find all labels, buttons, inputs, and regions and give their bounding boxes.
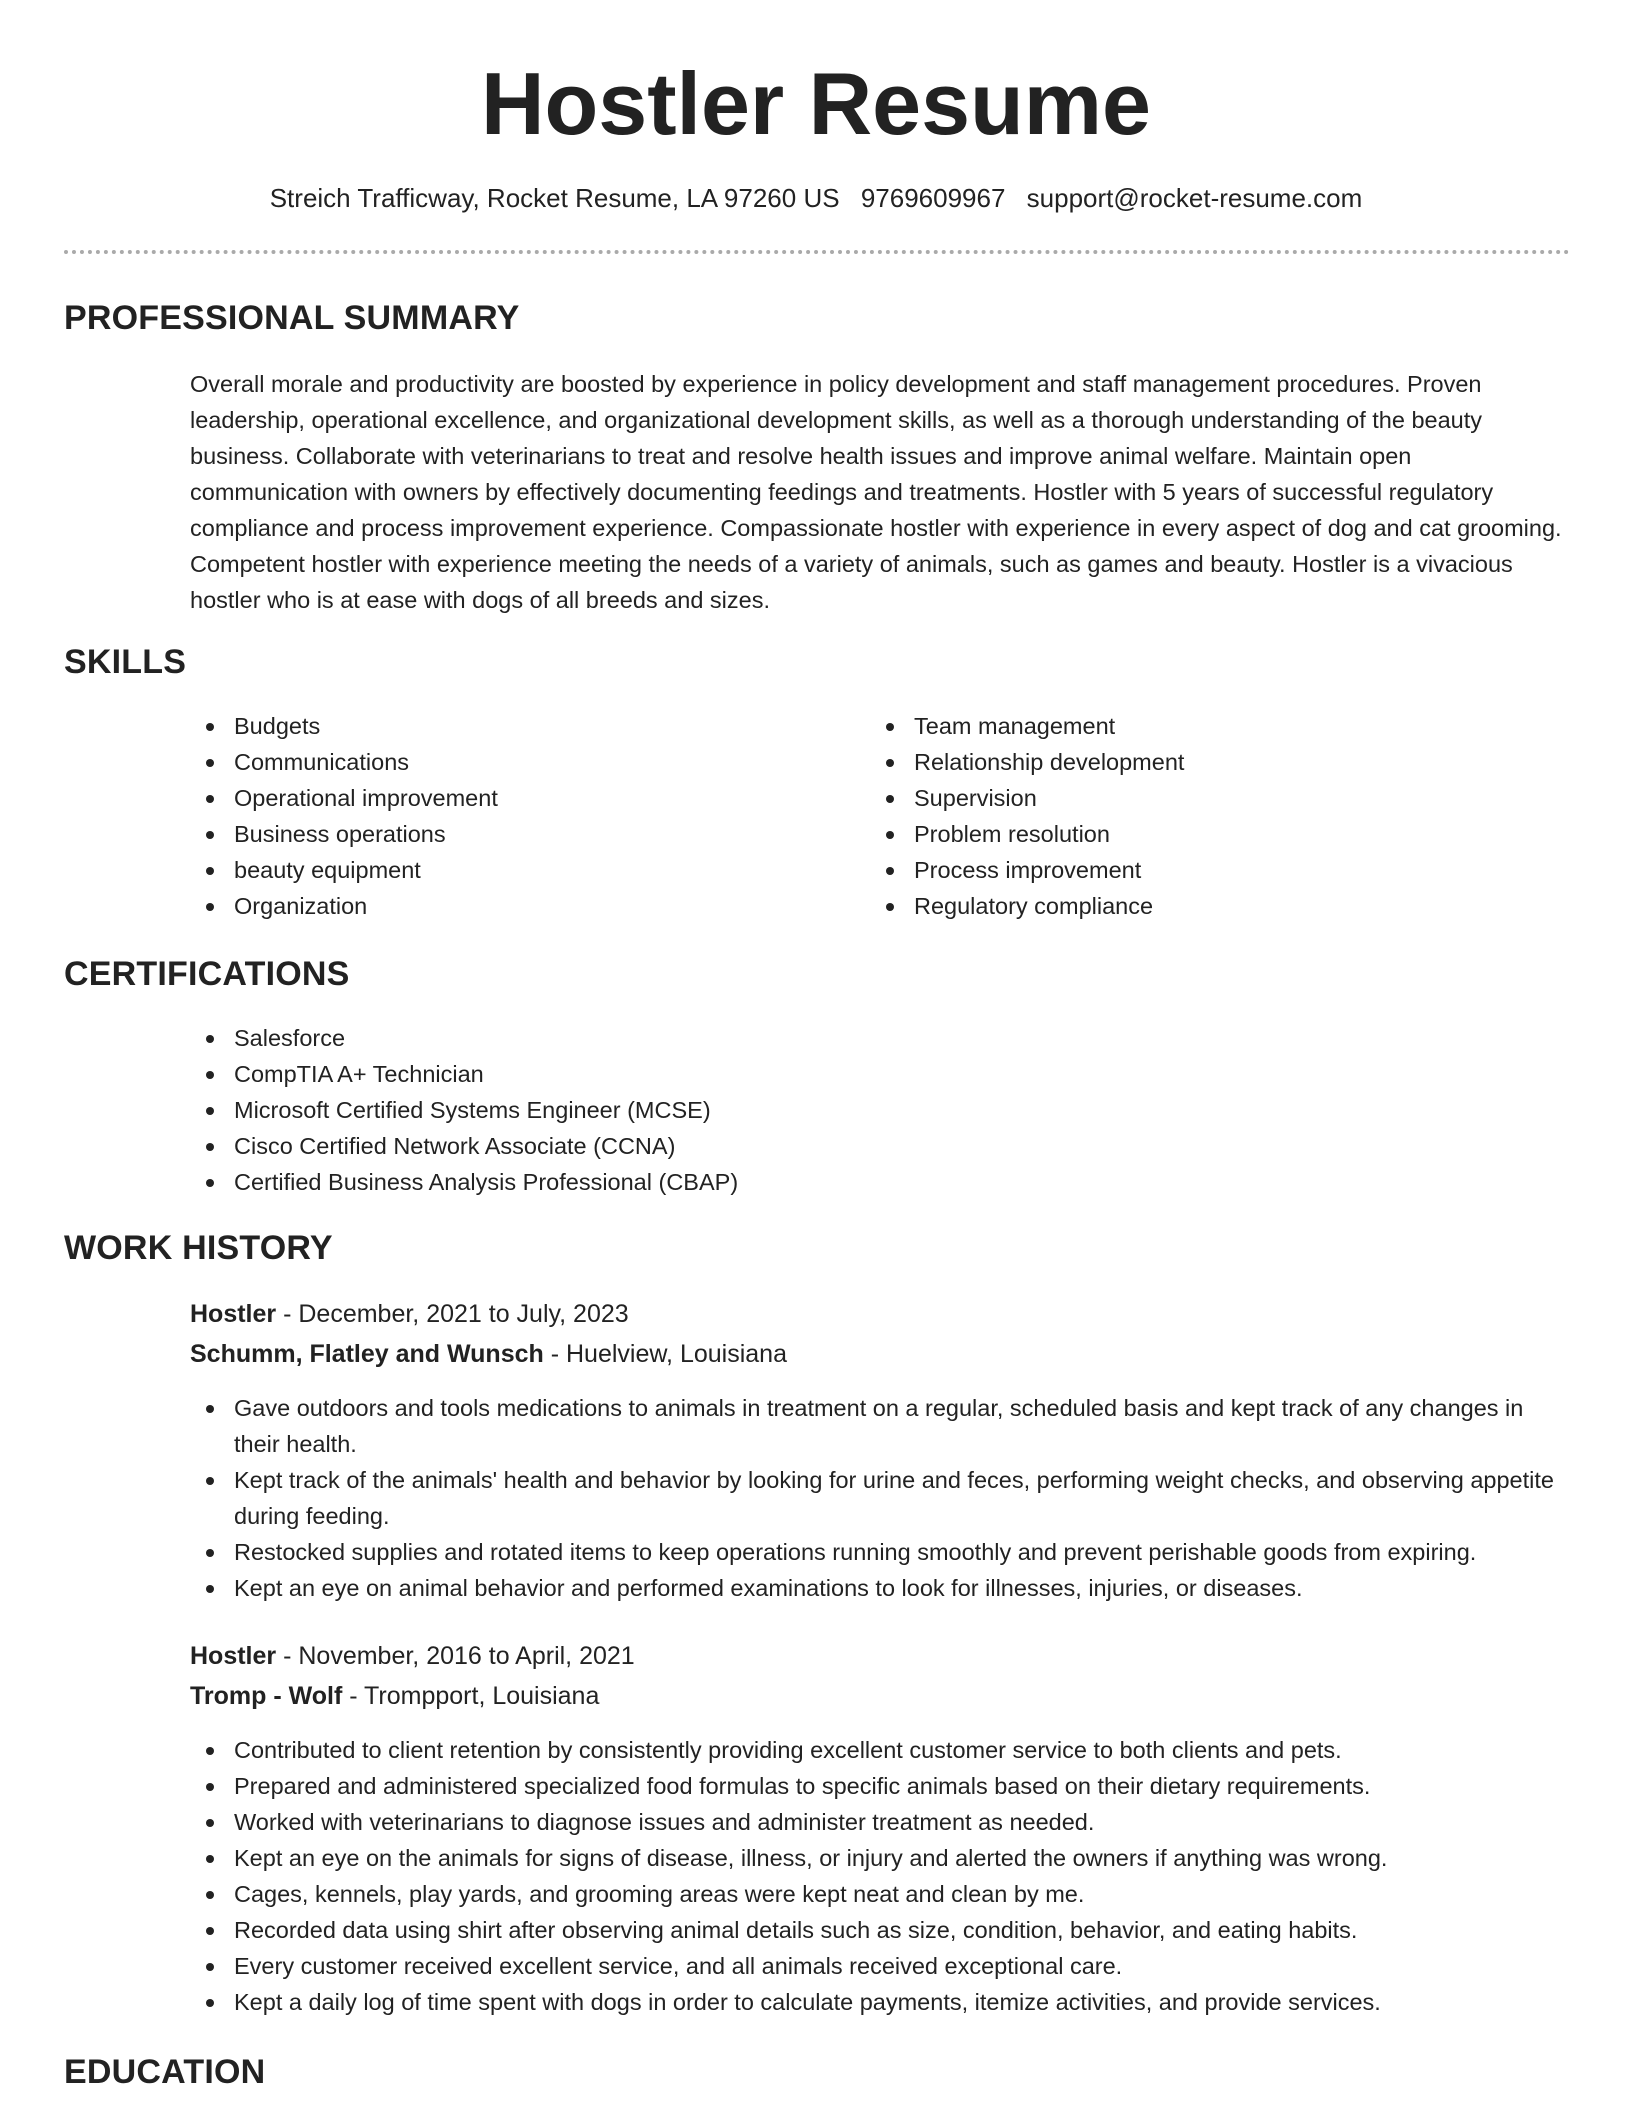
job-bullet: Kept a daily log of time spent with dogs in order to calculate payments, itemize activities, and provide services. <box>190 1984 1575 2020</box>
job-bullet: Worked with veterinarians to diagnose issues and administer treatment as needed. <box>190 1804 1575 1840</box>
job-role: Hostler <box>190 1300 277 1328</box>
section-title-work-history: WORK HISTORY <box>64 1229 333 1267</box>
certification-item: Microsoft Certified Systems Engineer (MCSE) <box>190 1092 738 1128</box>
summary-text: Overall morale and productivity are boosted by experience in policy development and staff management procedures. Proven leadership, operational excellence, and organizational development skills, as well as a thorough understanding of the beauty business. Collaborate with veterinarians to treat and resolve health issues and improve animal welfare. Maintain open communication with owners by effectively documenting feedings and treatments. Hostler with 5 years of successful regulatory compliance and process improvement experience. Compassionate hostler with experience in every aspect of dog and cat grooming. Competent hostler with experience meeting the needs of a variety of animals, such as games and beauty. Hostler is a vivacious hostler who is at ease with dogs of all breeds and sizes. <box>190 371 1562 613</box>
certifications-list <box>190 1020 738 1200</box>
job-bullet: Cages, kennels, play yards, and grooming areas were kept neat and clean by me. <box>190 1876 1575 1912</box>
skill-item: beauty equipment <box>190 852 498 888</box>
skill-item: Budgets <box>190 708 498 744</box>
job-location: - Trompport, Louisiana <box>342 1682 600 1710</box>
resume-name: Hostler Resume <box>480 54 1151 153</box>
contact-address: Streich Trafficway, Rocket Resume, LA 97260 US <box>269 183 840 213</box>
contact-phone: 9769609967 <box>860 183 1006 213</box>
section-title-skills: SKILLS <box>64 643 187 681</box>
contact-line <box>0 180 1632 216</box>
skill-item: Operational improvement <box>190 780 498 816</box>
skill-item: Communications <box>190 744 498 780</box>
section-title-certifications: CERTIFICATIONS <box>64 955 350 993</box>
job-location: - Huelview, Louisiana <box>543 1340 787 1368</box>
job-role: Hostler <box>190 1642 277 1670</box>
certification-item: CompTIA A+ Technician <box>190 1056 738 1092</box>
skill-item: Team management <box>870 708 1184 744</box>
job-bullet: Restocked supplies and rotated items to keep operations running smoothly and prevent perishable goods from expiring. <box>190 1534 1575 1570</box>
contact-email: support@rocket-resume.com <box>1026 183 1363 213</box>
job-company-line <box>190 1678 599 1714</box>
section-title-education: EDUCATION <box>64 2053 266 2091</box>
job-company-line <box>190 1336 787 1372</box>
skill-item: Relationship development <box>870 744 1184 780</box>
job-bullet: Kept an eye on the animals for signs of disease, illness, or injury and alerted the owners if anything was wrong. <box>190 1840 1575 1876</box>
skill-item: Regulatory compliance <box>870 888 1184 924</box>
certification-item: Cisco Certified Network Associate (CCNA) <box>190 1128 738 1164</box>
job-bullet: Kept track of the animals' health and behavior by looking for urine and feces, performing weight checks, and observing appetite during feeding. <box>190 1462 1575 1534</box>
skills-list-right <box>870 708 1184 924</box>
job-dates: - December, 2021 to July, 2023 <box>276 1300 629 1328</box>
certification-item: Salesforce <box>190 1020 738 1056</box>
section-title-summary: PROFESSIONAL SUMMARY <box>64 299 520 337</box>
job-bullet: Gave outdoors and tools medications to animals in treatment on a regular, scheduled basis and kept track of any changes in their health. <box>190 1390 1575 1462</box>
skill-item: Process improvement <box>870 852 1184 888</box>
header-divider <box>64 250 1570 254</box>
job-bullet: Contributed to client retention by consistently providing excellent customer service to both clients and pets. <box>190 1732 1575 1768</box>
job-bullets <box>190 1732 1575 2020</box>
job-company: Tromp - Wolf <box>190 1682 343 1710</box>
skill-item: Problem resolution <box>870 816 1184 852</box>
job-company: Schumm, Flatley and Wunsch <box>190 1340 544 1368</box>
skills-list-left <box>190 708 498 924</box>
job-bullet: Kept an eye on animal behavior and performed examinations to look for illnesses, injuries, or diseases. <box>190 1570 1575 1606</box>
job-dates: - November, 2016 to April, 2021 <box>276 1642 635 1670</box>
job-title-line <box>190 1296 629 1332</box>
skill-item: Organization <box>190 888 498 924</box>
certification-item: Certified Business Analysis Professional (CBAP) <box>190 1164 738 1200</box>
job-bullets <box>190 1390 1575 1606</box>
job-bullet: Every customer received excellent service, and all animals received exceptional care. <box>190 1948 1575 1984</box>
skill-item: Supervision <box>870 780 1184 816</box>
job-title-line <box>190 1638 635 1674</box>
job-bullet: Prepared and administered specialized food formulas to specific animals based on their dietary requirements. <box>190 1768 1575 1804</box>
skill-item: Business operations <box>190 816 498 852</box>
job-bullet: Recorded data using shirt after observing animal details such as size, condition, behavior, and eating habits. <box>190 1912 1575 1948</box>
